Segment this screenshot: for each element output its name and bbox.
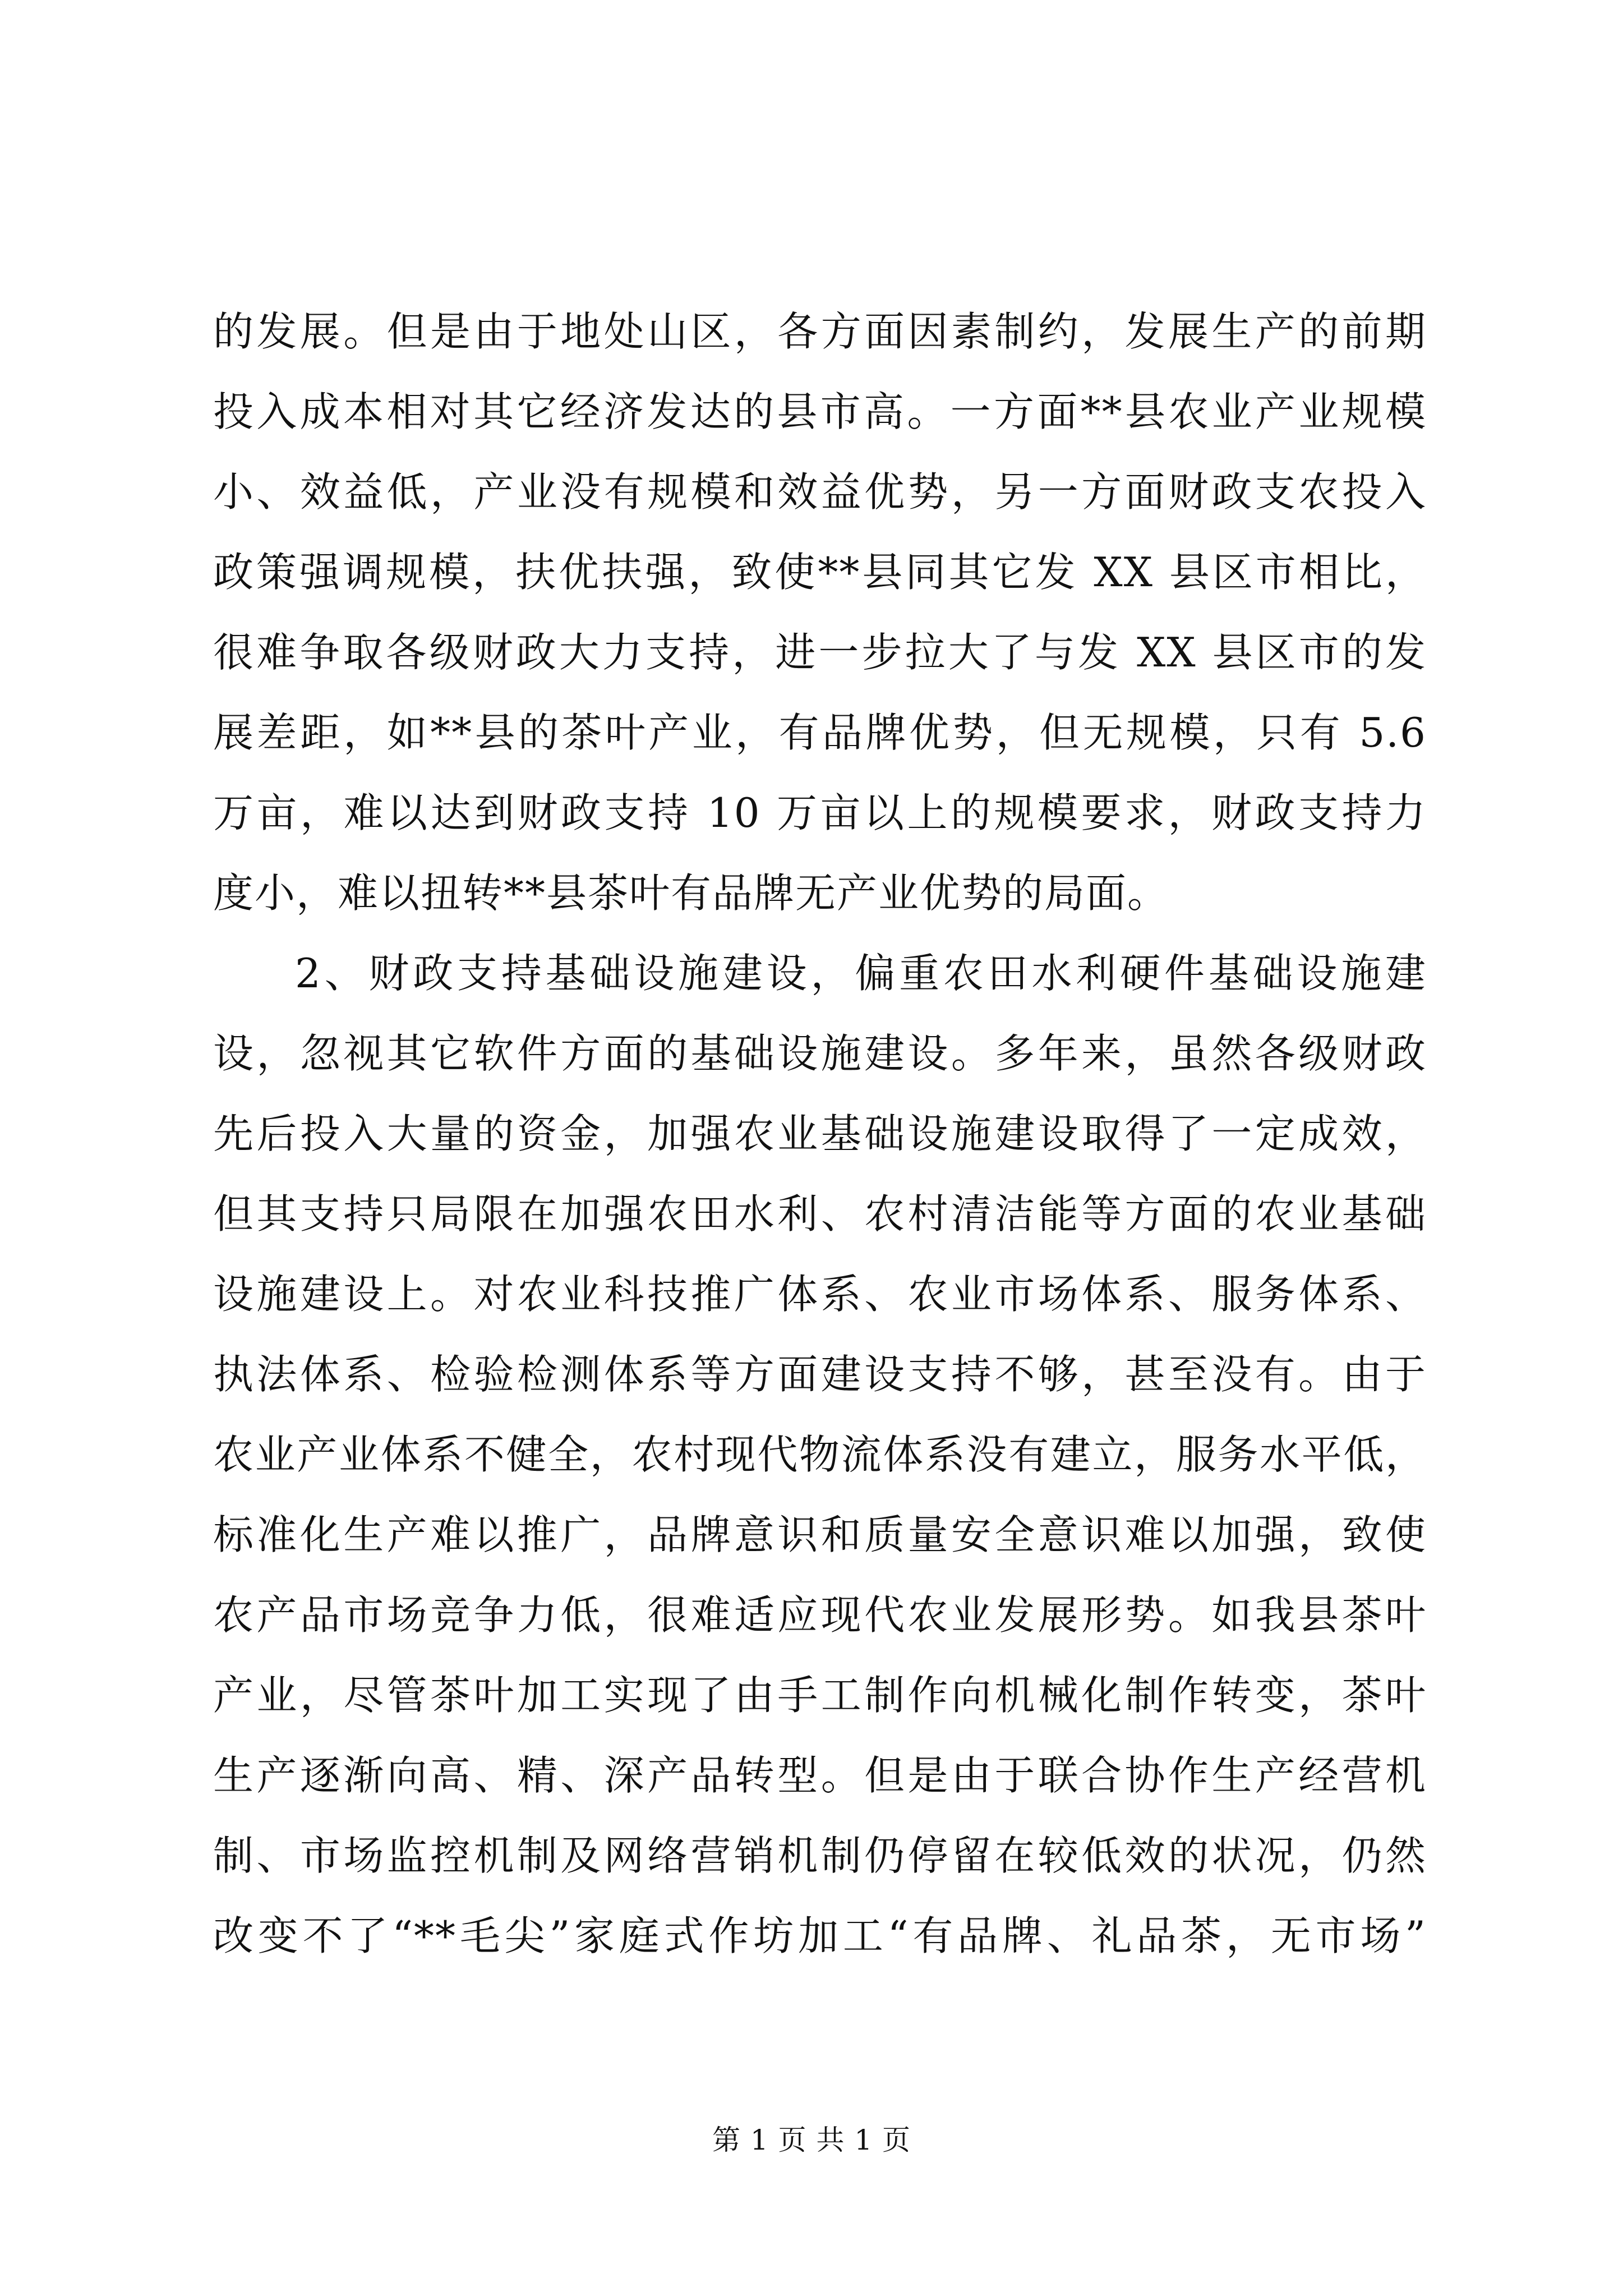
text-line: 设，忽视其它软件方面的基础设施建设。多年来，虽然各级财政 — [213, 1030, 1427, 1077]
body-text — [213, 292, 1427, 1976]
text-line: 很难争取各级财政大力支持，进一步拉大了与发 XX 县区市的发 — [213, 629, 1427, 676]
text-line: 但其支持只局限在加强农田水利、农村清洁能等方面的农业基础 — [213, 1190, 1427, 1237]
text-line: 先后投入大量的资金，加强农业基础设施建设取得了一定成效， — [213, 1110, 1427, 1157]
text-line: 小、效益低，产业没有规模和效益优势，另一方面财政支农投入 — [213, 468, 1427, 516]
text-line: 执法体系、检验检测体系等方面建设支持不够，甚至没有。由于 — [213, 1351, 1427, 1398]
text-line: 政策强调规模，扶优扶强，致使**县同其它发 XX 县区市相比， — [213, 549, 1427, 596]
text-line: 设施建设上。对农业科技推广体系、农业市场体系、服务体系、 — [213, 1271, 1427, 1318]
text-line: 制、市场监控机制及网络营销机制仍停留在较低效的状况，仍然 — [213, 1832, 1427, 1879]
text-line: 改变不了“**毛尖”家庭式作坊加工“有品牌、礼品茶，无市场” — [213, 1912, 1427, 1959]
text-line: 2、财政支持基础设施建设，偏重农田水利硬件基础设施建 — [295, 950, 1427, 997]
text-line: 标准化生产难以推广，品牌意识和质量安全意识难以加强，致使 — [213, 1511, 1427, 1558]
page-footer: 第 1 页 共 1 页 — [712, 2124, 911, 2156]
text-line: 展差距，如**县的茶叶产业，有品牌优势，但无规模，只有 5.6 — [213, 709, 1427, 756]
text-line: 万亩，难以达到财政支持 10 万亩以上的规模要求，财政支持力 — [213, 789, 1427, 836]
text-line: 农业产业体系不健全，农村现代物流体系没有建立，服务水平低， — [213, 1431, 1427, 1478]
text-line: 产业，尽管茶叶加工实现了由手工制作向机械化制作转变，茶叶 — [213, 1672, 1427, 1719]
text-line: 生产逐渐向高、精、深产品转型。但是由于联合协作生产经营机 — [213, 1752, 1427, 1799]
text-line: 投入成本相对其它经济发达的县市高。一方面**县农业产业规模 — [213, 388, 1427, 435]
text-line: 农产品市场竞争力低，很难适应现代农业发展形势。如我县茶叶 — [213, 1591, 1427, 1639]
text-line: 的发展。但是由于地处山区，各方面因素制约，发展生产的前期 — [213, 308, 1427, 355]
text-line: 度小，难以扭转**县茶叶有品牌无产业优势的局面。 — [213, 869, 1169, 917]
